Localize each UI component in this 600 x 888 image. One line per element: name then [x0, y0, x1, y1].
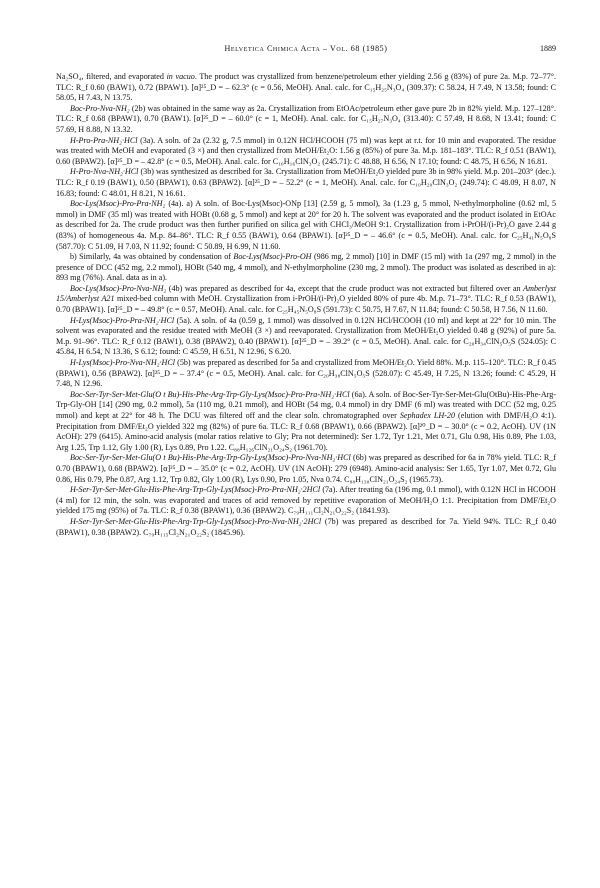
page: [56, 44, 556, 538]
compound-name: Boc-Pro-Nva-NH₂: [70, 103, 130, 113]
paragraph-text: Na₂SO₄, filtered, and evaporated: [56, 72, 167, 81]
paragraph: [56, 167, 556, 199]
compound-name: Boc-Lys(Msoc)-Pro-Pra-NH₂: [70, 199, 166, 209]
paragraph: [56, 390, 556, 454]
paragraph-text: (6a). A soln. of Boc-Ser-Tyr-Ser-Met-Glu(OtBu)-His-Phe-Arg-Trp-Gly-OH [14] (290 mg, 0.2 mmol), 5a (110 mg, 0.21 mmol), and HOBt (54 mg, 0.4 mmol) in dry DMF (6 ml) was treated with DCC (52 mg, 0.25 mmol) and kept at 22° for 48 h. The DCU was filtered off and the clear soln. chromatographed over: [56, 389, 556, 420]
paragraph-text: mixed-bed column with MeOH. Crystallization from i-PrOH/(i-Pr)₂O yielded 80% of pure 4b. M.p. 71–73°. TLC: R_f 0.53 (BAW1), 0.70 (BPAW1). [α]²⁵_D = – 49.8° (c = 0.57, MeOH). Anal. calc. for C₂₅H₄₅N₅O₈S (591.73): C 50.75, H 7.67, N 11.84; found: C 50.58, H 7.56, N 11.60.: [56, 294, 556, 315]
paragraph-text: (4a). a) A soln. of Boc-Lys(Msoc)-ONp [13] (2.59 g, 5 mmol), 3a (1.23 g, 5 mmol, N-ethylmorpholine (0.62 ml, 5 mmol) in DMF (35 ml) was treated with HOBt (0.68 g, 5 mmol) and kept at 20° for 20 h. The solvent was evaporated and the product isolated in EtOAc as described for 2a. The crude product was then further purified on silica gel with CHCl₃/MeOH 9:1. Crystallization from i-PrOH/(i-Pr)₂O gave 2.44 g (83%) of homogeneous 4a. M.p. 84–86°. TLC: R_f 0.55 (BAW1), 0.64 (BPAW1). [α]²⁵_D = – 46.6° (c = 0.5, MeOH). Anal. calc. for C₂₅H₄₁N₅O₈S (587.70): C 51.09, H 7.03, N 11.92; found: C 50.89, H 6.99, N 11.60.: [56, 199, 556, 251]
paragraph-text: (3b) was synthesized as described for 3a. Crystallization from MeOH/Et₂O yielded pure 3b in 98% yield. M.p. 201–203° (dec.). TLC: R_f 0.19 (BAW1), 0.50 (BPAW1), 0.63 (BPAW2). [α]²⁵_D = – 52.2° (c = 1, MeOH). Anal. calc. for C₁₀H₂₀ClN₃O₂ (249.74): C 48.09, H 8.07, N 16.83; found: C 48.01, H 8.21, N 16.61.: [56, 167, 556, 198]
compound-name: H-Lys(Msoc)-Pro-Nva-NH₂·HCl: [70, 358, 176, 368]
paragraph: [56, 252, 556, 284]
paragraph-text: (3a). A soln. of 2a (2.32 g, 7.5 mmol) in 0.12N HCl/HCOOH (75 ml) was kept at r.t. for 10 min and evaporated. The residue was treated with MeOH and evaporated (3 ×) and then crystallized from MeOH/Et₂O: 1.56 g (85%) of pure 3a. M.p. 181–183°. TLC: R_f 0.51 (BAW1), 0.60 (BPAW2). [α]²⁵_D = – 42.8° (c = 0.5, MeOH). Anal. calc. for C₁₀H₁₆ClN₃O₂ (245.71): C 48.88, H 6.56, N 17.10; found: C 48.75, H 6.56, N 16.81.: [56, 135, 556, 166]
paragraph-text: (6b) was prepared as described for 6a in 78% yield. TLC: R_f 0.70 (BPAW1), 0.68 (BPAW2). [α]²⁵_D = – 35.0° (c = 0.2, AcOH). UV (1N AcOH): 279 (6948). Amino-acid analysis: Ser 1.65, Tyr 1.07, Met 0.72, Glu 0.86, His 0.79, Phe 0.87, Arg 1.12, Trp 0.82, Gly 1.00 (R), Lys 0.90, Pro 1.05, Nva 0.74. C₈₈H₁₃₀ClN₂₁O₂₄S₂ (1965.73).: [56, 453, 556, 484]
paragraph-text: (986 mg, 2 mmol) [10] in DMF (15 ml) with 1a (297 mg, 2 mmol) in the presence of DCC (452 mg, 2.2 mmol), HOBt (540 mg, 4 mmol), and N-ethylmorpholine (230 mg, 2 mmol). The product was isolated as described in a): 893 mg (76%). Anal. data as in a).: [56, 252, 556, 283]
paragraph: [56, 136, 556, 168]
compound-name: H-Lys(Msoc)-Pro-Pra-NH₂·HCl: [70, 315, 175, 325]
compound-name: Sephadex LH-20: [399, 411, 456, 420]
paragraph-text: b) Similarly, 4a was obtained by condensation of: [70, 252, 234, 262]
paragraph-text: (5b) was prepared as described for 5a and crystallized from MeOH/Et₂O. Yield 88%. M.p. 115–120°. TLC: R_f 0.45 (BPAW1), 0.56 (BPAW2). [α]²⁵_D = – 37.4° (c = 0.5, MeOH). Anal. calc. for C₂₀H₃₈ClN₅O₅S (528.07): C 45.49, H 7.25, N 13.26; found: C 45.29, H 7.48, N 12.96.: [56, 358, 556, 389]
compound-name: Boc-Lys(Msoc)-Pro-OH: [233, 252, 312, 262]
compound-name: in vacuo: [166, 72, 195, 81]
paragraph: [56, 517, 556, 538]
paragraph-text: (4b) was prepared as described for 4a, except that the crude product was not extracted but filtered over an: [166, 283, 524, 293]
compound-name: H-Pro-Pra-NH₂·HCl: [70, 135, 138, 145]
paragraph: [56, 284, 556, 316]
paragraph-text: . The product was crystallized from benzene/petroleum ether yielding 2.56 g (83%) of pure 2a. M.p. 72–77°. TLC: R_f 0.60 (BAW1), 0.72 (BPAW1). [α]²⁵_D = – 62.3° (c = 0.56, MeOH). Anal. calc. for C₁₅H₂₅N₃O₄ (309.37): C 58.24, H 7.49, N 13.58; found: C 58.05, H 7.43, N 13.75.: [56, 72, 557, 103]
running-header: [56, 44, 556, 58]
compound-name: H-Ser-Tyr-Ser-Met-Glu-His-Phe-Arg-Trp-Gly-Lys(Msoc)-Pro-Nva-NH₂·2HCl: [70, 516, 322, 526]
paragraph-text: (7b) was prepared as described for 7a. Yield 94%. TLC: R_f 0.40 (BPAW1), 0.38 (BPAW2). C₇₉H₁₁₅Cl₂N₂₁O₂₂S₂ (1845.96).: [56, 516, 556, 537]
paragraph: [56, 199, 556, 252]
paragraph-text: (2b) was obtained in the same way as 2a. Crystallization from EtOAc/petroleum ether gave pure 2b in 82% yield. M.p. 127–128°. TLC: R_f 0.68 (BPAW1), 0.70 (BAW1). [α]²⁵_D = – 60.0° (c = 1, MeOH). Anal. calc. for C₁₅H₂₇N₃O₄ (313.40): C 57.49, H 8.68, N 13.41; found: C 57.69, H 8.88, N 13.32.: [56, 103, 556, 134]
compound-name: Boc-Ser-Tyr-Ser-Met-Glu(O t Bu)-His-Phe-Arg-Trp-Gly-Lys(Msoc)-Pro-Nva-NH₂·HCl: [70, 453, 351, 463]
article-body: [56, 72, 556, 538]
paragraph: [56, 72, 556, 104]
compound-name: Amberlyst 15/Amberlyst A21: [56, 283, 556, 304]
paragraph-text: (elution with DMF/H₂O 4:1). Precipitation from DMF/Et₂O yielded 322 mg (82%) of pure 6a. TLC: R_f 0.68 (BPAW1), 0.66 (BPAW2). [α]²⁰_D = – 30.0° (c = 0.2, AcOH). UV (1N AcOH): 279 (6415). Amino-acid analysis (molar ratios relative to Gly; Pra not determined): Ser 1.72, Tyr 1.21, Met 0.71, Glu 0.98, His 0.89, Phe 1.03, Arg 1.25, Trp 1.12, Gly 1.00 (R), Lys 0.89, Pro 1.22. C₈₈H₁₂₆ClN₂₁O₂₄S₂ (1961.70).: [56, 411, 556, 452]
compound-name: Boc-Ser-Tyr-Ser-Met-Glu(O t Bu)-His-Phe-Arg-Trp-Gly-Lys(Msoc)-Pro-Pra-NH₂·HCl: [70, 389, 350, 399]
compound-name: H-Ser-Tyr-Ser-Met-Glu-His-Phe-Arg-Trp-Gly-Lys(Msoc)-Pro-Pra-NH₂·2HCl: [70, 485, 321, 495]
paragraph: [56, 104, 556, 136]
paragraph: [56, 453, 556, 485]
paragraph: [56, 316, 556, 358]
page-number: 1889: [540, 44, 556, 53]
paragraph-text: (7a). After treating 6a (196 mg, 0.1 mmol), with 0.12N HCl in HCOOH (4 ml) for 12 min, the soln. was evaporated and traces of acid removed by repetitive evaporation of MeOH/H₂O 1:1. Precipitation from DMF/Et₂O yielded 175 mg (95%) of 7a. TLC: R_f 0.38 (BPAW1), 0.36 (BPAW2). C₇₉H₁₁₁Cl₂N₂₁O₂₂S₂ (1841.93).: [56, 485, 556, 516]
compound-name: H-Pro-Nva-NH₂·HCl: [70, 167, 139, 177]
journal-title: Helvetica Chimica Acta – Vol. 68 (1985): [224, 44, 388, 53]
paragraph: [56, 358, 556, 390]
compound-name: Boc-Lys(Msoc)-Pro-Nva-NH₂: [70, 283, 167, 293]
paragraph: [56, 485, 556, 517]
paragraph-text: (5a). A soln. of 4a (0.59 g, 1 mmol) was dissolved in 0.12N HCl/HCOOH (10 ml) and kept at 22° for 10 min. The solvent was evaporated and the residue treated with MeOH (3 ×) and reevaporated. Crystallization from MeOH/Et₂O yielded 0.48 g (92%) of pure 5a. M.p. 91–96°. TLC: R_f 0.12 (BAW1), 0.38 (BPAW2), 0.40 (BPAW1). [α]²⁵_D = – 39.2° (c = 0.5, MeOH). Anal. calc. for C₂₀H₃₄ClN₅O₅S (524.05): C 45.84, H 6.54, N 13.36, S 6.12; found: C 45.59, H 6.51, N 12.96, S 6.20.: [56, 315, 556, 357]
